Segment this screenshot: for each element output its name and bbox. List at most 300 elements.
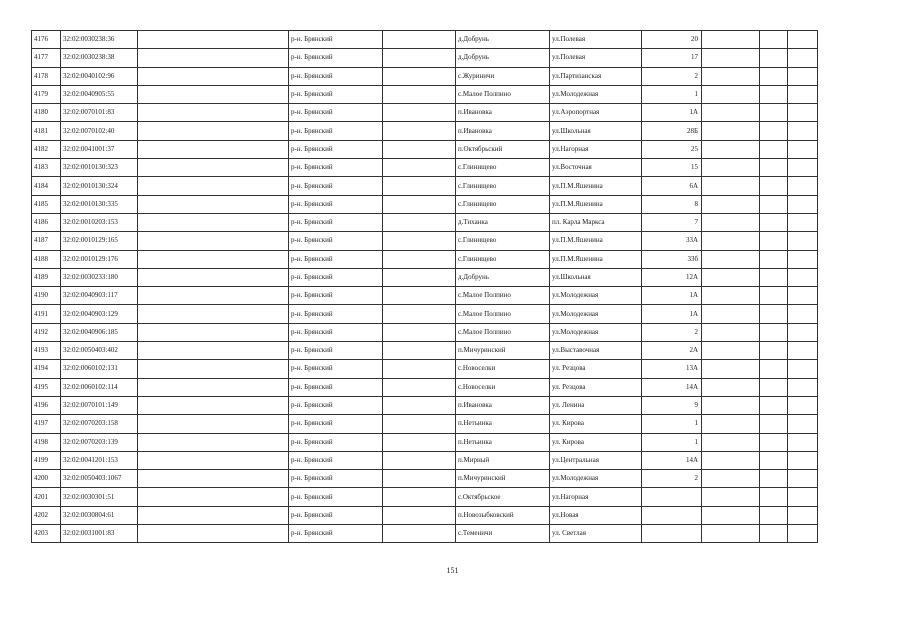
empty-cell [138,67,289,85]
street-cell: ул.Партизанская [550,67,642,85]
empty-cell [788,525,818,543]
street-cell: ул. Резцова [550,360,642,378]
street-cell: ул.Выставочная [550,342,642,360]
empty-cell [138,305,289,323]
settlement-cell: с.Глинищево [456,232,550,250]
street-cell: ул.Молодежная [550,287,642,305]
empty-cell [788,305,818,323]
settlement-cell: с.Малое Полпино [456,305,550,323]
empty-cell [702,433,760,451]
row-number-cell: 4203 [32,525,61,543]
empty-cell [383,159,456,177]
empty-cell [760,323,788,341]
empty-cell [788,195,818,213]
empty-cell [788,360,818,378]
empty-cell [383,287,456,305]
district-cell: р-н. Брянский [289,195,383,213]
row-number-cell: 4184 [32,177,61,195]
empty-cell [788,232,818,250]
table-row [32,140,818,158]
cadastral-number-cell: 32:02:0040906:185 [61,323,138,341]
table-row [32,49,818,67]
cadastral-number-cell: 32:02:0010130:324 [61,177,138,195]
settlement-cell: с.Теменичи [456,525,550,543]
empty-cell [138,195,289,213]
empty-cell [788,140,818,158]
street-cell: ул. Кирова [550,433,642,451]
table-row [32,378,818,396]
empty-cell [383,342,456,360]
row-number-cell: 4185 [32,195,61,213]
street-cell: ул.Аэропортная [550,104,642,122]
empty-cell [702,470,760,488]
row-number-cell: 4190 [32,287,61,305]
empty-cell [383,140,456,158]
district-cell: р-н. Брянский [289,506,383,524]
empty-cell [702,305,760,323]
house-number-cell [642,525,702,543]
empty-cell [760,396,788,414]
settlement-cell: п.Мирный [456,451,550,469]
settlement-cell: с.Журиничи [456,67,550,85]
street-cell: ул. Кирова [550,415,642,433]
cadastral-number-cell: 32:02:0070102:40 [61,122,138,140]
empty-cell [702,451,760,469]
empty-cell [383,232,456,250]
empty-cell [788,85,818,103]
empty-cell [760,140,788,158]
cadastral-number-cell: 32:02:0030238:36 [61,31,138,49]
settlement-cell: п.Новозыбковский [456,506,550,524]
district-cell: р-н. Брянский [289,67,383,85]
district-cell: р-н. Брянский [289,122,383,140]
empty-cell [760,122,788,140]
district-cell: р-н. Брянский [289,305,383,323]
table-row [32,287,818,305]
empty-cell [383,506,456,524]
house-number-cell: 8 [642,195,702,213]
table-row [32,451,818,469]
house-number-cell: 33б [642,250,702,268]
cadastral-number-cell: 32:02:0070203:139 [61,433,138,451]
house-number-cell: 1А [642,287,702,305]
district-cell: р-н. Брянский [289,323,383,341]
house-number-cell: 14А [642,378,702,396]
empty-cell [760,49,788,67]
empty-cell [702,31,760,49]
empty-cell [702,287,760,305]
empty-cell [788,67,818,85]
district-cell: р-н. Брянский [289,104,383,122]
empty-cell [760,195,788,213]
empty-cell [383,104,456,122]
house-number-cell: 17 [642,49,702,67]
street-cell: ул.Школьная [550,122,642,140]
district-cell: р-н. Брянский [289,451,383,469]
cadastral-number-cell: 32:02:0041001:37 [61,140,138,158]
street-cell: ул.Школьная [550,268,642,286]
district-cell: р-н. Брянский [289,525,383,543]
cadastral-number-cell: 32:02:0060102:131 [61,360,138,378]
row-number-cell: 4194 [32,360,61,378]
empty-cell [702,525,760,543]
district-cell: р-н. Брянский [289,415,383,433]
empty-cell [138,287,289,305]
empty-cell [702,378,760,396]
empty-cell [138,140,289,158]
cadastral-number-cell: 32:02:0030804:61 [61,506,138,524]
row-number-cell: 4178 [32,67,61,85]
house-number-cell: 12А [642,268,702,286]
street-cell: ул.П.М.Яшенина [550,250,642,268]
empty-cell [383,250,456,268]
empty-cell [138,232,289,250]
district-cell: р-н. Брянский [289,378,383,396]
empty-cell [383,305,456,323]
empty-cell [383,31,456,49]
house-number-cell: 9 [642,396,702,414]
house-number-cell: 1 [642,433,702,451]
empty-cell [702,250,760,268]
empty-cell [788,49,818,67]
empty-cell [383,396,456,414]
house-number-cell: 6А [642,177,702,195]
house-number-cell: 1А [642,305,702,323]
district-cell: р-н. Брянский [289,85,383,103]
property-table [31,30,818,543]
empty-cell [138,433,289,451]
settlement-cell: с.Глинищево [456,159,550,177]
cadastral-number-cell: 32:02:0010129:165 [61,232,138,250]
empty-cell [788,104,818,122]
row-number-cell: 4183 [32,159,61,177]
district-cell: р-н. Брянский [289,396,383,414]
house-number-cell: 2 [642,67,702,85]
district-cell: р-н. Брянский [289,433,383,451]
row-number-cell: 4188 [32,250,61,268]
cadastral-number-cell: 32:02:0040903:117 [61,287,138,305]
house-number-cell: 20 [642,31,702,49]
table-row [32,213,818,231]
empty-cell [138,451,289,469]
empty-cell [760,159,788,177]
cadastral-number-cell: 32:02:0050403:1067 [61,470,138,488]
empty-cell [760,525,788,543]
table-row [32,305,818,323]
empty-cell [760,415,788,433]
settlement-cell: п.Ивановка [456,104,550,122]
empty-cell [383,323,456,341]
empty-cell [138,342,289,360]
street-cell: ул.Восточная [550,159,642,177]
table-row [32,396,818,414]
house-number-cell: 14А [642,451,702,469]
district-cell: р-н. Брянский [289,31,383,49]
empty-cell [702,67,760,85]
district-cell: р-н. Брянский [289,159,383,177]
district-cell: р-н. Брянский [289,268,383,286]
table-row [32,195,818,213]
empty-cell [383,378,456,396]
street-cell: ул. Светлая [550,525,642,543]
house-number-cell: 13А [642,360,702,378]
empty-cell [760,378,788,396]
table-row [32,85,818,103]
district-cell: р-н. Брянский [289,360,383,378]
settlement-cell: д.Тиханка [456,213,550,231]
table-row [32,360,818,378]
cadastral-number-cell: 32:02:0030301:51 [61,488,138,506]
empty-cell [760,104,788,122]
empty-cell [788,415,818,433]
settlement-cell: с.Глинищево [456,177,550,195]
cadastral-number-cell: 32:02:0030233:180 [61,268,138,286]
empty-cell [760,31,788,49]
empty-cell [702,213,760,231]
cadastral-number-cell: 32:02:0070203:158 [61,415,138,433]
empty-cell [383,195,456,213]
table-row [32,342,818,360]
settlement-cell: с.Новоселки [456,378,550,396]
empty-cell [702,159,760,177]
settlement-cell: п.Октябрьский [456,140,550,158]
street-cell: ул.Молодежная [550,85,642,103]
settlement-cell: п.Мичуринский [456,470,550,488]
empty-cell [702,396,760,414]
district-cell: р-н. Брянский [289,177,383,195]
row-number-cell: 4199 [32,451,61,469]
empty-cell [788,31,818,49]
row-number-cell: 4177 [32,49,61,67]
row-number-cell: 4180 [32,104,61,122]
house-number-cell: 2 [642,470,702,488]
street-cell: ул.Полевая [550,31,642,49]
empty-cell [760,451,788,469]
row-number-cell: 4186 [32,213,61,231]
empty-cell [138,31,289,49]
table-row [32,104,818,122]
street-cell: пл. Карла Маркса [550,213,642,231]
empty-cell [138,506,289,524]
empty-cell [760,250,788,268]
empty-cell [702,268,760,286]
empty-cell [760,213,788,231]
settlement-cell: п.Мичуринский [456,342,550,360]
district-cell: р-н. Брянский [289,49,383,67]
district-cell: р-н. Брянский [289,488,383,506]
settlement-cell: с.Малое Полпино [456,323,550,341]
empty-cell [788,451,818,469]
street-cell: ул.Нагорная [550,140,642,158]
empty-cell [702,232,760,250]
cadastral-number-cell: 32:02:0030238:38 [61,49,138,67]
empty-cell [788,396,818,414]
district-cell: р-н. Брянский [289,287,383,305]
empty-cell [760,342,788,360]
empty-cell [138,470,289,488]
empty-cell [138,268,289,286]
empty-cell [760,232,788,250]
table-row [32,122,818,140]
row-number-cell: 4189 [32,268,61,286]
empty-cell [760,177,788,195]
street-cell: ул.Новая [550,506,642,524]
empty-cell [760,470,788,488]
settlement-cell: д.Добрунь [456,49,550,67]
empty-cell [760,67,788,85]
table-row [32,525,818,543]
table-row [32,470,818,488]
empty-cell [760,506,788,524]
empty-cell [760,488,788,506]
row-number-cell: 4193 [32,342,61,360]
empty-cell [788,378,818,396]
empty-cell [788,213,818,231]
empty-cell [383,213,456,231]
street-cell: ул. Ленина [550,396,642,414]
empty-cell [383,451,456,469]
empty-cell [138,213,289,231]
settlement-cell: с.Глинищево [456,195,550,213]
house-number-cell [642,506,702,524]
row-number-cell: 4187 [32,232,61,250]
row-number-cell: 4198 [32,433,61,451]
cadastral-number-cell: 32:02:0040102:96 [61,67,138,85]
settlement-cell: с.Малое Полпино [456,85,550,103]
street-cell: ул.Молодежная [550,305,642,323]
empty-cell [788,323,818,341]
house-number-cell: 1А [642,104,702,122]
cadastral-number-cell: 32:02:0010203:153 [61,213,138,231]
street-cell: ул.П.М.Яшенина [550,177,642,195]
empty-cell [702,104,760,122]
table-row [32,67,818,85]
row-number-cell: 4197 [32,415,61,433]
empty-cell [702,195,760,213]
table-row [32,415,818,433]
empty-cell [788,122,818,140]
empty-cell [138,525,289,543]
table-body [32,31,818,543]
empty-cell [788,488,818,506]
empty-cell [702,342,760,360]
empty-cell [760,433,788,451]
row-number-cell: 4181 [32,122,61,140]
table-row [32,159,818,177]
row-number-cell: 4191 [32,305,61,323]
house-number-cell: 15 [642,159,702,177]
street-cell: ул.Нагорная [550,488,642,506]
empty-cell [702,122,760,140]
cadastral-number-cell: 32:02:0060102:114 [61,378,138,396]
empty-cell [760,287,788,305]
empty-cell [138,360,289,378]
empty-cell [383,85,456,103]
row-number-cell: 4179 [32,85,61,103]
empty-cell [702,506,760,524]
table-row [32,323,818,341]
settlement-cell: с.Новоселки [456,360,550,378]
empty-cell [760,360,788,378]
empty-cell [138,396,289,414]
empty-cell [702,177,760,195]
empty-cell [383,415,456,433]
street-cell: ул.Центральная [550,451,642,469]
empty-cell [788,506,818,524]
cadastral-number-cell: 32:02:0040905:55 [61,85,138,103]
empty-cell [788,159,818,177]
house-number-cell: 33А [642,232,702,250]
empty-cell [702,323,760,341]
house-number-cell: 2 [642,323,702,341]
empty-cell [383,360,456,378]
empty-cell [138,323,289,341]
empty-cell [760,85,788,103]
empty-cell [702,488,760,506]
row-number-cell: 4195 [32,378,61,396]
cadastral-number-cell: 32:02:0041201:153 [61,451,138,469]
house-number-cell: 2А [642,342,702,360]
empty-cell [702,49,760,67]
table-row [32,488,818,506]
empty-cell [788,250,818,268]
settlement-cell: с.Глинищево [456,250,550,268]
empty-cell [383,122,456,140]
row-number-cell: 4192 [32,323,61,341]
empty-cell [383,470,456,488]
empty-cell [138,159,289,177]
table-row [32,506,818,524]
empty-cell [138,177,289,195]
empty-cell [383,525,456,543]
empty-cell [702,360,760,378]
empty-cell [138,122,289,140]
cadastral-number-cell: 32:02:0050403:402 [61,342,138,360]
house-number-cell: 28Б [642,122,702,140]
empty-cell [138,85,289,103]
empty-cell [383,488,456,506]
table-row [32,232,818,250]
settlement-cell: п.Нетьинка [456,415,550,433]
row-number-cell: 4200 [32,470,61,488]
street-cell: ул.П.М.Яшенина [550,195,642,213]
settlement-cell: д.Добрунь [456,31,550,49]
row-number-cell: 4196 [32,396,61,414]
district-cell: р-н. Брянский [289,213,383,231]
empty-cell [383,67,456,85]
cadastral-number-cell: 32:02:0070101:149 [61,396,138,414]
empty-cell [383,268,456,286]
cadastral-number-cell: 32:02:0031001:83 [61,525,138,543]
settlement-cell: д.Добрунь [456,268,550,286]
table-row [32,31,818,49]
settlement-cell: п.Нетьинка [456,433,550,451]
street-cell: ул.Молодежная [550,470,642,488]
empty-cell [788,470,818,488]
street-cell: ул.Полевая [550,49,642,67]
street-cell: ул.П.М.Яшенина [550,232,642,250]
settlement-cell: п.Ивановка [456,396,550,414]
cadastral-number-cell: 32:02:0070101:83 [61,104,138,122]
empty-cell [383,177,456,195]
empty-cell [138,49,289,67]
empty-cell [138,104,289,122]
settlement-cell: с.Октябрьское [456,488,550,506]
house-number-cell: 25 [642,140,702,158]
empty-cell [702,85,760,103]
table-row [32,250,818,268]
table-row [32,433,818,451]
